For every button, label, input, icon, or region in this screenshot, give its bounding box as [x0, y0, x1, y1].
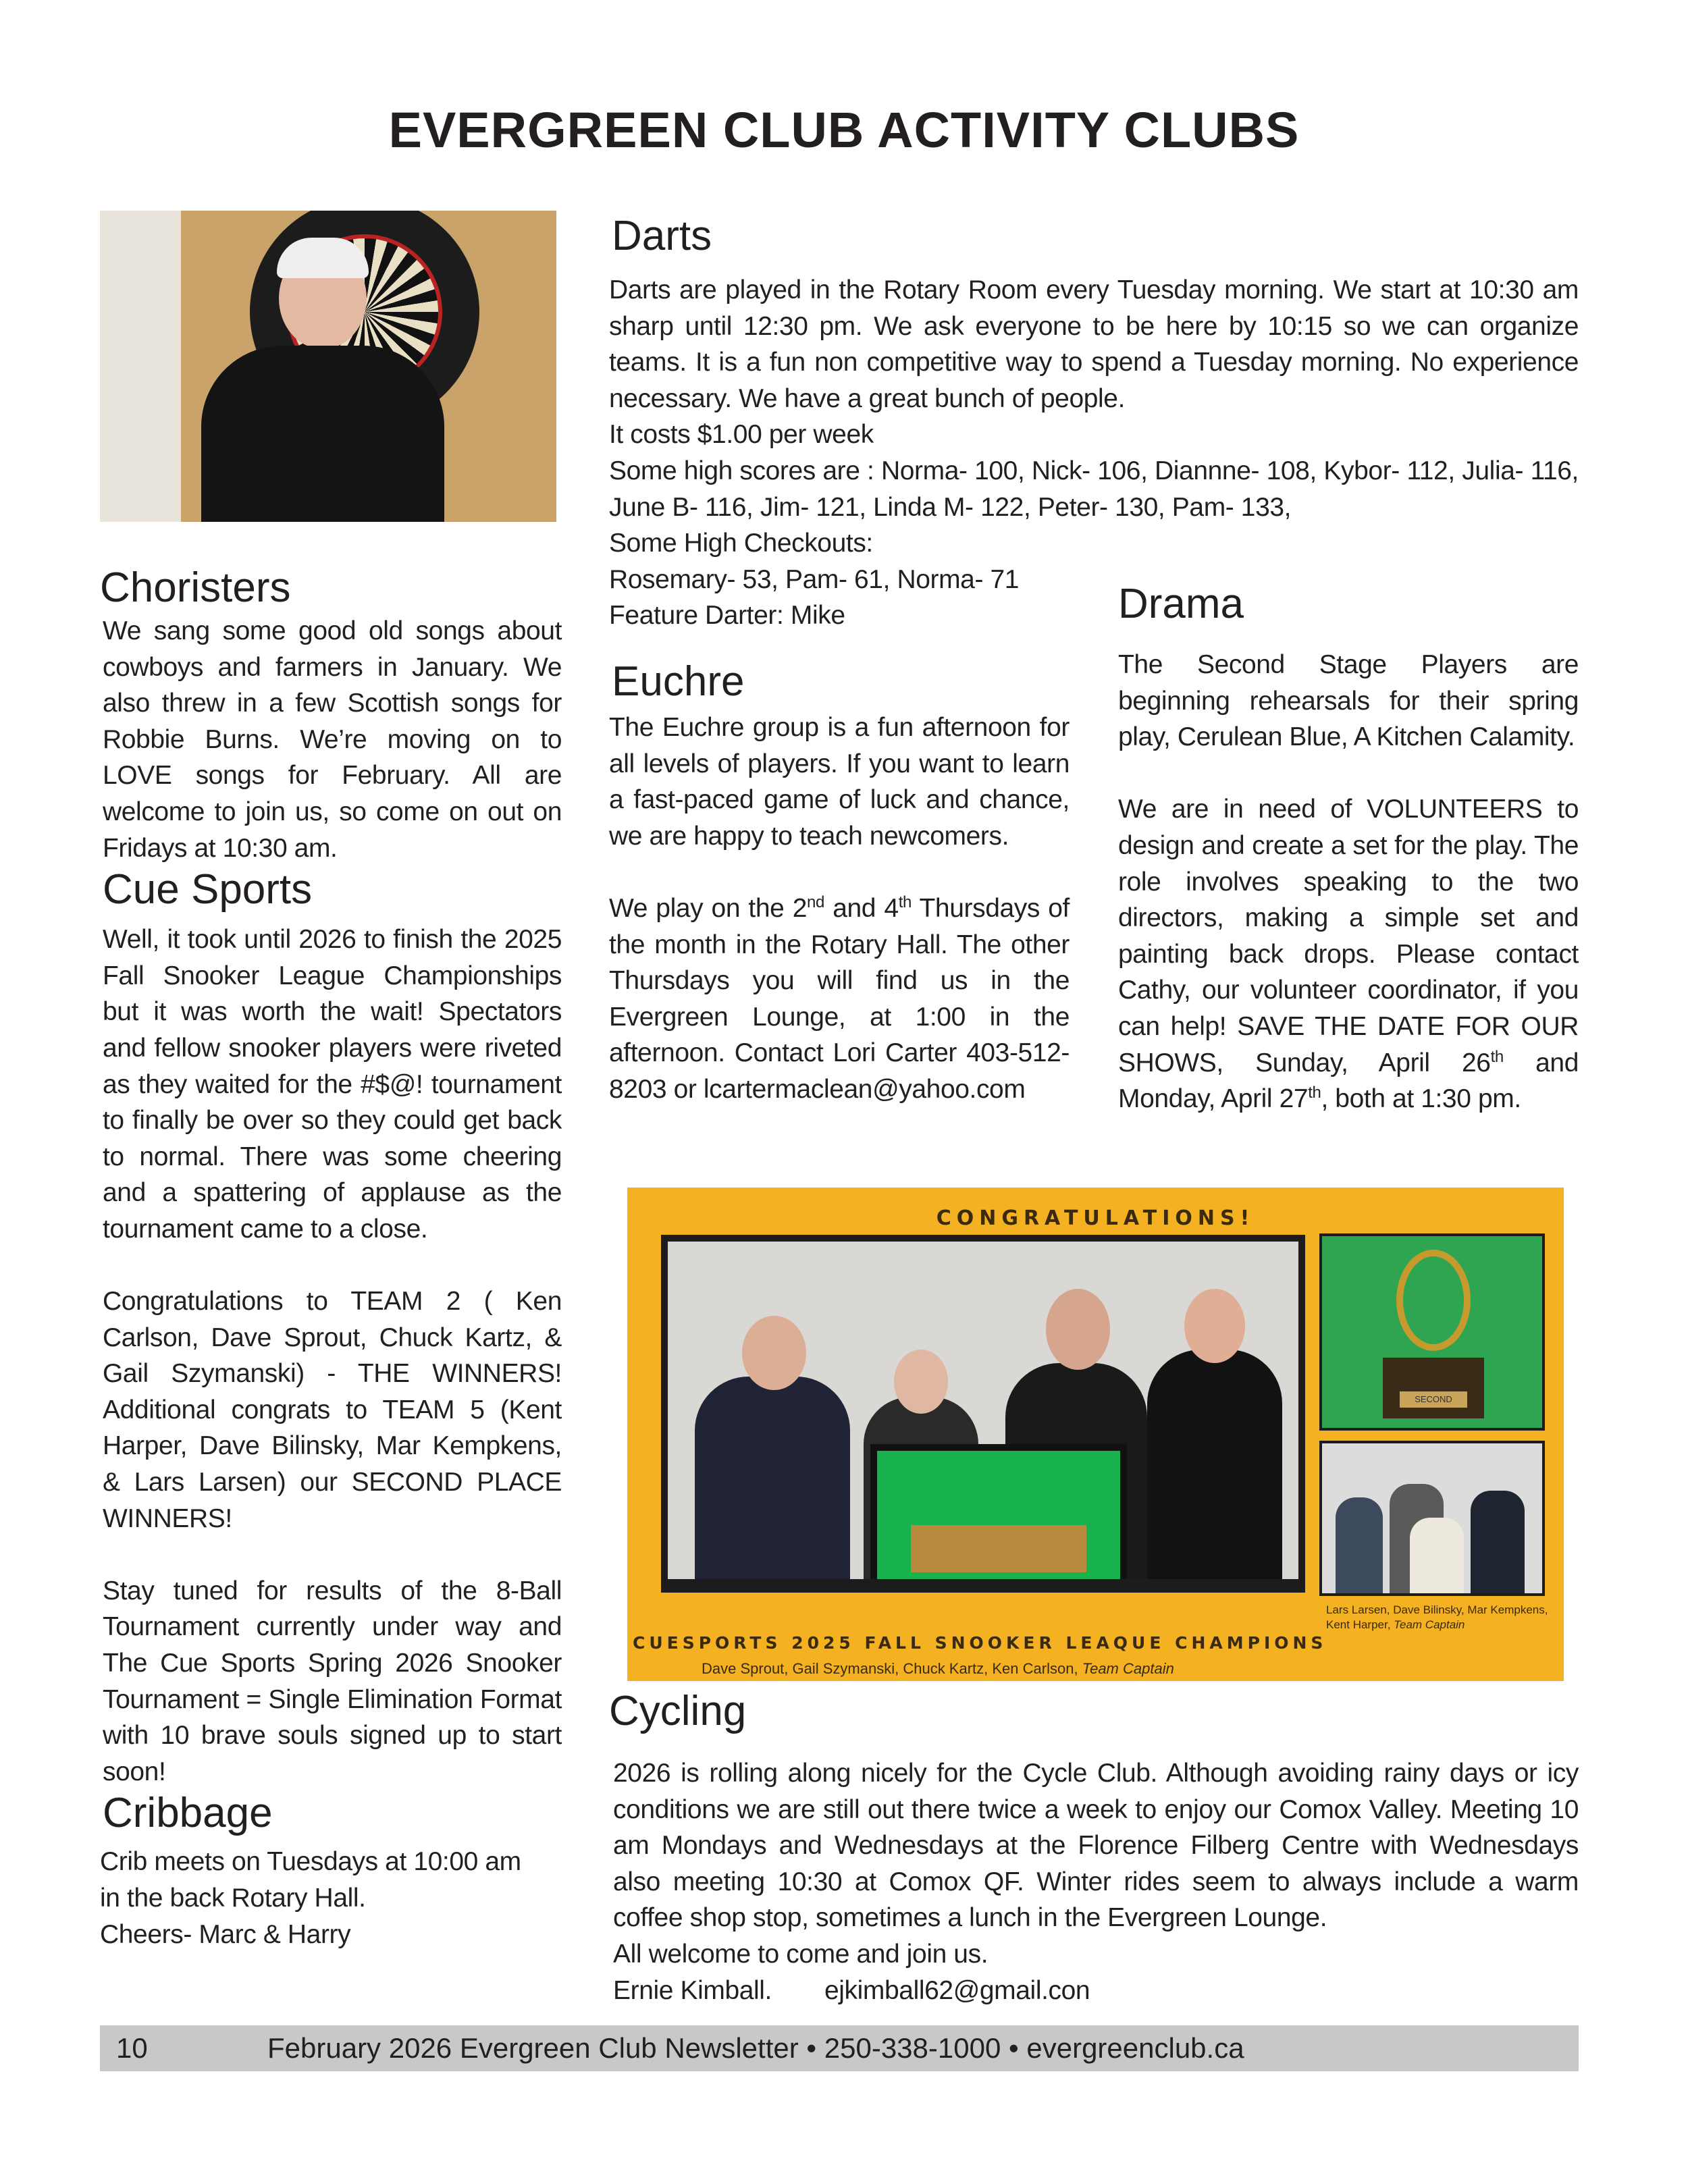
darts-scores: Some high scores are : Norma- 100, Nick- 106, Diannne- 108, Kybor- 112, Julia- 116, June B- 116, Jim- 121, Linda M- 122, Peter- 130, Pam- 133,: [609, 456, 1579, 522]
congrats-title: CONGRATULATIONS!: [936, 1206, 1255, 1230]
cue-sports-p2: Congratulations to TEAM 2 ( Ken Carlson, Dave Sprout, Chuck Kartz, & Gail Szymanski) - THE WINNERS! Additional congrats to TEAM 5 (Kent Harper, Dave Bilinsky, Mar Kempkens, & Lars Larsen) our SECOND PLACE WINNERS!: [103, 1287, 562, 1533]
contact-email[interactable]: ejkimball62@gmail.con: [824, 1975, 1090, 2005]
trophy-inset: [870, 1444, 1127, 1579]
drama-p1: The Second Stage Players are beginning rehearsals for their spring play, Cerulean Blue, A Kitchen Calamity.: [1118, 650, 1579, 752]
footer-text: February 2026 Evergreen Club Newsletter • 250-338-1000 • evergreenclub.ca: [267, 2032, 1244, 2064]
second-place-trophy-photo: [1319, 1233, 1545, 1431]
drama-heading: Drama: [1118, 581, 1244, 627]
darts-feature: Feature Darter: Mike: [609, 601, 845, 631]
choristers-heading: Choristers: [100, 564, 291, 611]
euchre-p2: We play on the 2nd and 4th Thursdays of the month in the Rotary Hall. The other Thursdays you will find us in the Evergreen Lounge, at 1:00 in the afternoon. Contact Lori Carter 403-512-8203 or lcartermaclean@yahoo.com: [609, 893, 1070, 1104]
drama-p2: We are in need of VOLUNTEERS to design and create a set for the play. The role involves speaking to the two directors, making a simple set and painting back drops. Please contact Cathy, our volunteer coordinator, if you can help! SAVE THE DATE FOR OUR SHOWS, Sunday, April 26th and Monday, April 27th, both at 1:30 pm.: [1118, 795, 1579, 1114]
choristers-text: We sang some good old songs about cowboys and farmers in January. We also threw in a few Scottish songs for Robbie Burns. We’re moving on to LOVE songs for February. All are welcome to join us, so come on out on Fridays at 10:30 am.: [103, 616, 562, 863]
champions-banner: CUESPORTS 2025 FALL SNOOKER LEAQUE CHAMPIONS: [633, 1633, 1327, 1653]
euchre-p1: The Euchre group is a fun afternoon for all levels of players. If you want to learn a fast-paced game of luck and chance, we are happy to teach newcomers.: [609, 713, 1070, 851]
cue-sports-p1: Well, it took until 2026 to finish the 2025 Fall Snooker League Championships but it was worth the wait! Spectators and fellow snooker players were riveted as they waited for the #$@! tournament to finally be over so they could get back to normal. There was some cheering and a spattering of applause as the tournament came to a close.: [103, 925, 562, 1244]
cue-sports-p3: Stay tuned for results of the 8-Ball Tournament currently under way and The Cue Sports Spring 2026 Snooker Tournament = Single Elimination Format with 10 brave souls signed up to start soon!: [103, 1576, 562, 1786]
cycling-heading: Cycling: [609, 1688, 747, 1734]
second-place-team-photo: [1319, 1441, 1545, 1596]
darts-checkouts-label: Some High Checkouts:: [609, 529, 873, 558]
cribbage-line1: Crib meets on Tuesdays at 10:00 am: [100, 1847, 521, 1877]
cue-sports-heading: Cue Sports: [103, 866, 313, 913]
congratulations-graphic: [627, 1188, 1564, 1681]
darts-checkouts: Rosemary- 53, Pam- 61, Norma- 71: [609, 564, 1020, 594]
champions-photo: [661, 1235, 1305, 1593]
darts-heading: Darts: [612, 213, 712, 259]
contact-name: Ernie Kimball.: [613, 1975, 772, 2005]
page-title: EVERGREEN CLUB ACTIVITY CLUBS: [388, 102, 1300, 158]
page-number: 10: [116, 2032, 148, 2064]
page-footer: [100, 2025, 1579, 2071]
trophy-plate: SECOND: [1400, 1391, 1467, 1408]
champions-caption: Dave Sprout, Gail Szymanski, Chuck Kartz, Ken Carlson, Team Captain: [702, 1660, 1174, 1677]
euchre-heading: Euchre: [612, 658, 745, 705]
darts-text: Darts are played in the Rotary Room every Tuesday morning. We start at 10:30 am sharp until 12:30 pm. We ask everyone to be here by 10:15 so we can organize teams. It is a fun non competitive way to spend a Tuesday morning. No experience necessary. We have a great bunch of people.: [609, 275, 1579, 413]
darts-photo: [100, 211, 556, 522]
second-place-caption: Lars Larsen, Dave Bilinsky, Mar Kempkens, Kent Harper, Team Captain: [1326, 1603, 1548, 1631]
cribbage-line3: Cheers- Marc & Harry: [100, 1919, 351, 1949]
cycling-contact: [613, 1973, 1579, 2009]
cribbage-heading: Cribbage: [103, 1790, 273, 1837]
cycling-welcome: All welcome to come and join us.: [613, 1939, 988, 1969]
cribbage-line2: in the back Rotary Hall.: [100, 1884, 366, 1913]
darts-cost: It costs $1.00 per week: [609, 420, 874, 450]
cycling-text: 2026 is rolling along nicely for the Cycle Club. Although avoiding rainy days or icy conditions we are still out there twice a week to enjoy our Comox Valley. Meeting 10 am Mondays and Wednesdays at the Florence Filberg Centre with Wednesdays also meeting 10:30 at Comox QF. Winter rides seem to always include a warm coffee shop stop, sometimes a lunch in the Evergreen Lounge.: [613, 1759, 1579, 1933]
